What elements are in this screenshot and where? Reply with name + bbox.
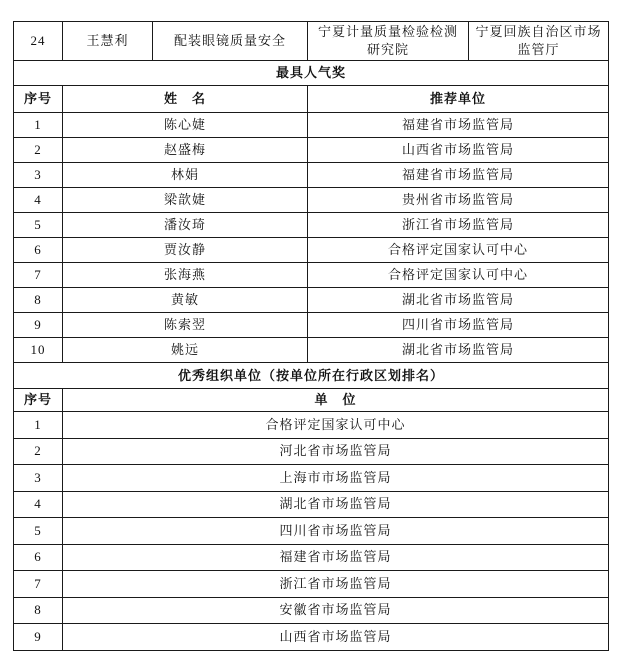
row-number-cell: 6 [14,544,63,571]
recommending-unit-cell: 福建省市场监管局 [308,113,609,138]
project-cell: 配装眼镜质量安全 [153,22,308,61]
organization-header-row [14,389,609,412]
recommending-unit-cell: 合格评定国家认可中心 [308,238,609,263]
table-row-24 [14,22,609,61]
row-number-cell: 8 [14,288,63,313]
recommending-unit-cell: 四川省市场监管局 [308,313,609,338]
unit-cell: 山西省市场监管局 [63,624,609,651]
organization-row [14,412,609,439]
person-name-cell: 赵盛梅 [63,138,308,163]
person-name-cell: 黄敏 [63,288,308,313]
popularity-row [14,138,609,163]
column-header-unit: 单 位 [63,389,609,412]
person-name-cell: 王慧利 [63,22,153,61]
row-number-cell: 4 [14,491,63,518]
popularity-row [14,113,609,138]
person-name-cell: 贾汝静 [63,238,308,263]
row-number-cell: 24 [14,22,63,61]
unit-cell: 湖北省市场监管局 [63,491,609,518]
organization-row [14,465,609,492]
recommending-unit-cell: 山西省市场监管局 [308,138,609,163]
popularity-row [14,338,609,363]
row-number-cell: 2 [14,438,63,465]
column-header-no: 序号 [14,389,63,412]
organization-row [14,438,609,465]
row-number-cell: 2 [14,138,63,163]
organization-row [14,597,609,624]
person-name-cell: 林娟 [63,163,308,188]
unit-cell: 上海市市场监管局 [63,465,609,492]
organization-row [14,624,609,651]
recommending-unit-cell: 湖北省市场监管局 [308,338,609,363]
person-name-cell: 陈索翌 [63,313,308,338]
organization-row [14,491,609,518]
popularity-row [14,263,609,288]
recommender-cell: 宁夏回族自治区市场监管厅 [469,22,609,61]
row-number-cell: 3 [14,163,63,188]
popularity-row [14,213,609,238]
popularity-section-title: 最具人气奖 [14,61,609,86]
row-number-cell: 7 [14,571,63,598]
person-name-cell: 陈心婕 [63,113,308,138]
recommending-unit-cell: 福建省市场监管局 [308,163,609,188]
person-name-cell: 张海燕 [63,263,308,288]
row-number-cell: 1 [14,113,63,138]
column-header-no: 序号 [14,86,63,113]
person-name-cell: 梁歆婕 [63,188,308,213]
row-number-cell: 9 [14,624,63,651]
row-number-cell: 10 [14,338,63,363]
popularity-row [14,238,609,263]
row-number-cell: 8 [14,597,63,624]
row-number-cell: 6 [14,238,63,263]
organization-cell: 宁夏计量质量检验检测研究院 [308,22,469,61]
unit-cell: 合格评定国家认可中心 [63,412,609,439]
unit-cell: 福建省市场监管局 [63,544,609,571]
popularity-row [14,288,609,313]
person-name-cell: 姚远 [63,338,308,363]
unit-cell: 浙江省市场监管局 [63,571,609,598]
popularity-row [14,188,609,213]
recommending-unit-cell: 浙江省市场监管局 [308,213,609,238]
row-number-cell: 1 [14,412,63,439]
organization-section-title-row [14,363,609,389]
row-number-cell: 4 [14,188,63,213]
organization-section-title: 优秀组织单位（按单位所在行政区划排名） [14,363,609,389]
unit-cell: 安徽省市场监管局 [63,597,609,624]
organization-row [14,571,609,598]
organization-row [14,518,609,545]
person-name-cell: 潘汝琦 [63,213,308,238]
row-number-cell: 9 [14,313,63,338]
unit-cell: 四川省市场监管局 [63,518,609,545]
organization-row [14,544,609,571]
column-header-name: 姓 名 [63,86,308,113]
column-header-unit: 推荐单位 [308,86,609,113]
row-number-cell: 7 [14,263,63,288]
recommending-unit-cell: 贵州省市场监管局 [308,188,609,213]
popularity-row [14,313,609,338]
row-number-cell: 5 [14,213,63,238]
award-table [13,21,609,651]
row-number-cell: 3 [14,465,63,492]
popularity-row [14,163,609,188]
row-number-cell: 5 [14,518,63,545]
unit-cell: 河北省市场监管局 [63,438,609,465]
popularity-section-title-row [14,61,609,86]
recommending-unit-cell: 合格评定国家认可中心 [308,263,609,288]
popularity-header-row [14,86,609,113]
recommending-unit-cell: 湖北省市场监管局 [308,288,609,313]
